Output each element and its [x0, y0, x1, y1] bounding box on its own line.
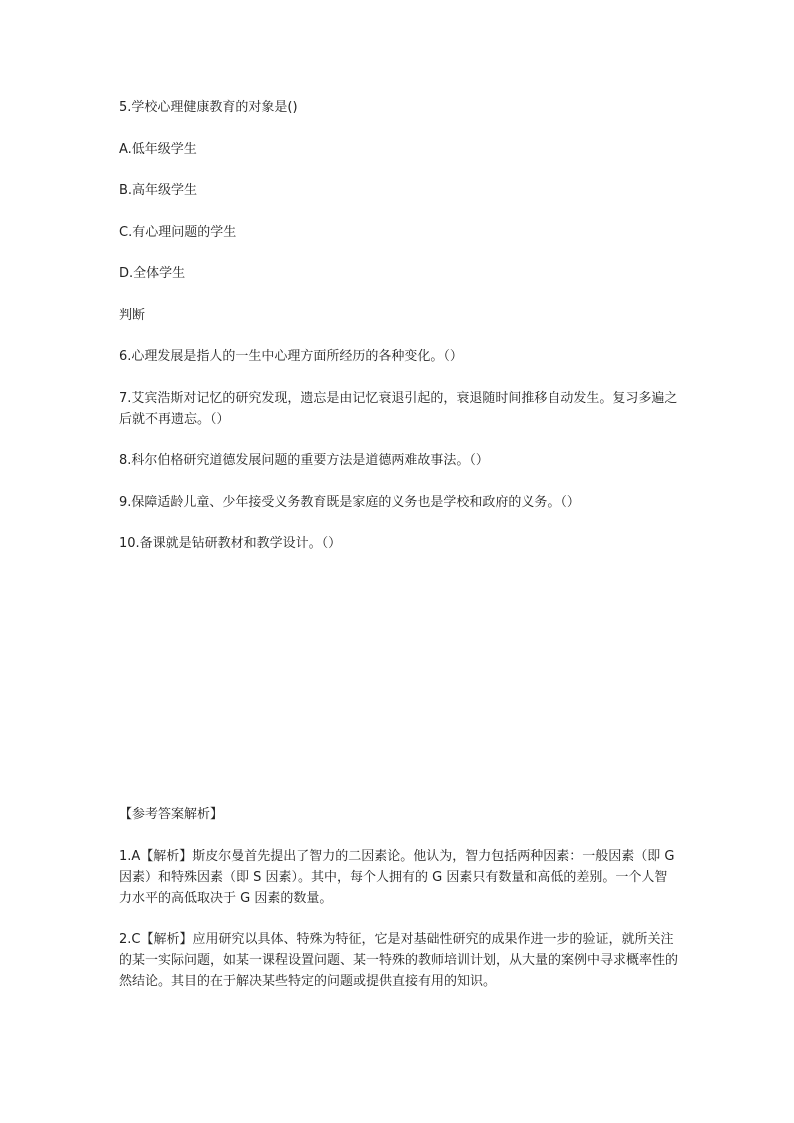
judge-question-6: 6.心理发展是指人的一生中心理方面所经历的各种变化。（） [119, 349, 463, 364]
judge-question-9: 9.保障适龄儿童、少年接受义务教育既是家庭的义务也是学校和政府的义务。（） [119, 495, 580, 510]
question-5-option-d: D.全体学生 [119, 266, 186, 281]
answer-1-explanation: 1.A【解析】斯皮尔曼首先提出了智力的二因素论。他认为，智力包括两种因素：一般因素（即 G 因素）和特殊因素（即 S 因素）。其中，每个人拥有的 G 因素只有数量和高低的差别。一个人智力水平的高低取决于 G 因素的数量。 [119, 849, 675, 906]
judge-question-7: 7.艾宾浩斯对记忆的研究发现，遗忘是由记忆衰退引起的，衰退随时间推移自动发生。复习多遍之后就不再遗忘。（） [119, 391, 678, 427]
answers-heading: 【参考答案解析】 [119, 807, 224, 822]
question-5-option-c: C.有心理问题的学生 [119, 225, 237, 240]
judge-question-8: 8.科尔伯格研究道德发展问题的重要方法是道德两难故事法。（） [119, 453, 489, 468]
question-5-stem: 5.学校心理健康教育的对象是() [119, 100, 298, 115]
question-5-option-b: B.高年级学生 [119, 183, 198, 198]
answer-2-explanation: 2.C【解析】应用研究以具体、特殊为特征，它是对基础性研究的成果作进一步的验证，就所关注的某一实际问题，如某一课程设置问题、某一特殊的教师培训计划，从大量的案例中寻求概率性的然结论。其目的在于解决某些特定的问题或提供直接有用的知识。 [119, 932, 679, 989]
question-5-option-a: A.低年级学生 [119, 142, 197, 157]
judge-question-10: 10.备课就是钻研教材和教学设计。（） [119, 536, 342, 551]
judge-section-heading: 判断 [119, 308, 146, 323]
